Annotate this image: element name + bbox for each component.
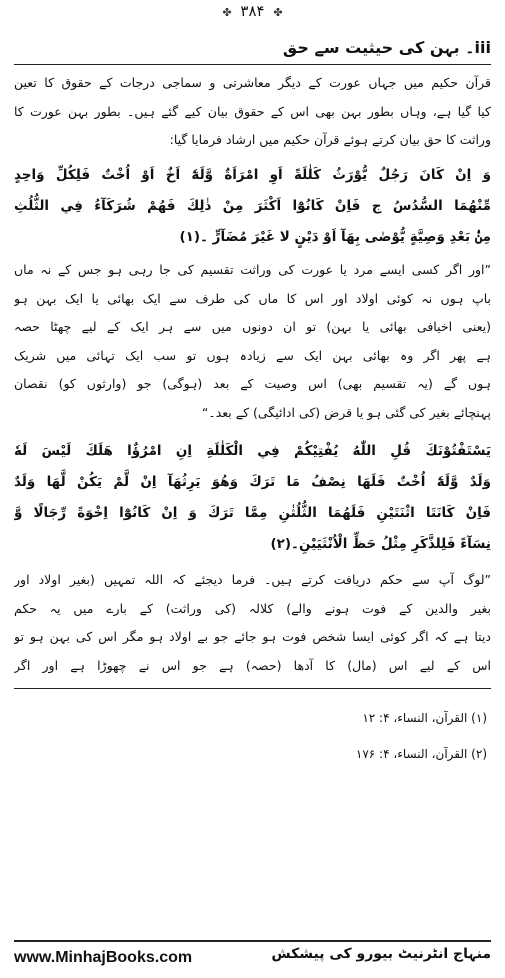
text-line: ہے پھر اگر وہ بھائی بہن ایک سے زیادہ ہوں تو سب ایک تہائی میں شریک (14, 347, 491, 363)
verse-line: يَسْتَفْتُوْنَكَ قُلِ اللّٰهُ يُفْتِيْكُمْ فِي الْكَلٰلَةِ اِنِ امْرُؤٌا هَلَكَ لَيْسَ لَهٗ (14, 443, 491, 459)
text-line: وراثت کا حق بیان کرتے ہوئے قرآن حکیم میں ارشاد فرمایا گیا: (169, 132, 491, 147)
verse-line: فَاِنْ كَانَتَا اثْنَتَيْنِ فَلَهُمَا الثُّلُثٰنِ مِمَّا تَرَكَ وَ اِنْ كَانُوْٓا اِخْوَةً رِّجَالًا وَّ (14, 505, 491, 521)
translation-1 (14, 256, 491, 427)
text-line: (یعنی اخیافی بھائی یا بہن) تو ان دونوں میں سے ہر ایک کے لیے چھٹا حصہ (14, 319, 491, 334)
verse-line: وَ اِنْ كَانَ رَجُلٌ يُّوْرَثُ كَلٰلَةً اَوِ امْرَاَةٌ وَّلَهٗٓ اَخٌ اَوْ اُخْتٌ فَلِكُلِّ وَاحِدٍ (14, 167, 491, 183)
text-line: پہنچائے بغیر کی گئی ہو یا قرض (کی ادائیگی) کے بعد۔“ (201, 404, 491, 420)
footnote-1: (۱) القرآن، النساء، ۴: ۱۲ (362, 711, 487, 725)
text-line: بغیر والدین کے فوت ہونے والے) کلالہ (کی وراثت) کے بارے میں یہ حکم (14, 600, 491, 616)
text-line: کیا گیا ہے، وہاں بطور بہن بھی اس کے حقوق بیان کیے گئے ہیں۔ بطور بہن عورت کا (14, 103, 491, 119)
publisher-credit: منہاج انٹرنیٹ بیورو کی پیشکش (271, 946, 491, 962)
footnote-divider (14, 688, 491, 689)
quran-verse-2 (14, 436, 491, 560)
ornament-icon: ✤ (222, 6, 232, 19)
footnotes (14, 708, 487, 780)
section-heading: iii۔ بہن کی حیثیت سے حق (282, 38, 491, 57)
verse-line: مِّنْهُمَا السُّدُسُ ج فَاِنْ كَانُوْٓا اَكْثَرَ مِنْ ذٰلِكَ فَهُمْ شُرَكَآءُ فِي الثُّلُثِ (14, 198, 491, 214)
translation-2 (14, 566, 491, 680)
verse-line: مِنْۢ بَعْدِ وَصِيَّةٍ يُّوْصٰى بِهَآ اَوْ دَيْنٍ لا غَيْرَ مُضَآرٍّ ۔(۱) (179, 229, 491, 245)
text-line: ”اور اگر کسی ایسے مرد یا عورت کی وراثت تقسیم کی جا رہی ہو جس کے نہ ماں (14, 262, 491, 277)
page-number: ۳۸۴ (240, 2, 265, 20)
text-line: قرآن حکیم میں جہاں عورت کے دیگر معاشرتی و سماجی درجات کے حقوق کا تعین (14, 75, 491, 90)
text-line: اس کے لیے اس (مال) کا آدھا (حصہ) ہے جو اس نے چھوڑا ہے اور اگر (14, 657, 491, 673)
text-line: دیتا ہے کہ اگر کوئی ایسا شخص فوت ہو جائے جو بے اولاد ہو مگر اس کی بہن ہو تو (14, 629, 491, 644)
footer-rule (14, 940, 491, 942)
quran-verse-1 (14, 160, 491, 253)
website-link[interactable]: www.MinhajBooks.com (14, 949, 193, 966)
ornament-icon: ✤ (273, 6, 283, 19)
verse-line: وَلَدٌ وَّلَهٗٓ اُخْتٌ فَلَهَا نِصْفُ مَا تَرَكَ وَهُوَ يَرِثُهَآ اِنْ لَّمْ يَكُنْ لَّهَا وَلَدٌ (14, 474, 491, 490)
text-line: ہوں گے (یہ تقسیم بھی) اس وصیت کے بعد (ہوگی) جو (وارثوں کو) نقصان (14, 376, 491, 391)
footnote-2: (۲) القرآن، النساء، ۴: ۱۷۶ (355, 747, 487, 761)
text-line: باپ ہوں نہ کوئی اولاد اور اس کا ماں کی طرف سے ایک بھائی یا ایک بہن ہو (14, 290, 491, 306)
intro-paragraph (14, 69, 491, 155)
text-line: ”لوگ آپ سے حکم دریافت کرتے ہیں۔ فرما دیجئے کہ اللہ تمہیں (بغیر اولاد اور (14, 572, 491, 587)
heading-rule (14, 64, 491, 65)
verse-line: نِسَآءً فَلِلذَّكَرِ مِثْلُ حَظِّ الْاُنْثَيَيْنِ۔(۲) (270, 536, 491, 552)
page-number-header (0, 2, 505, 20)
